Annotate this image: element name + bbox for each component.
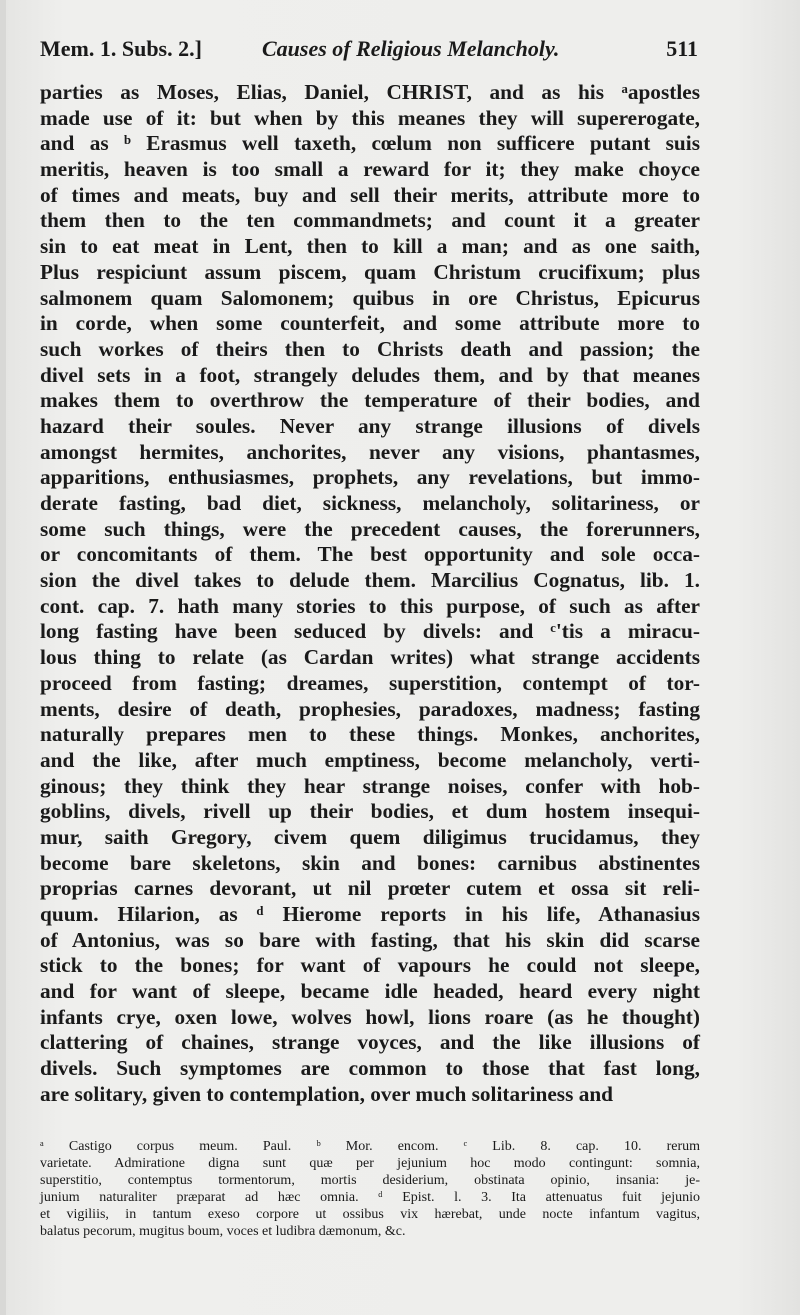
text-line: infants crye, oxen lowe, wolves howl, lions roare (as he thought): [40, 1004, 700, 1029]
text-line: goblins, divels, rivell up their bodies, et dum hostem insequi-: [40, 799, 700, 824]
page-number: 511: [666, 36, 698, 61]
text-line: cont. cap. 7. hath many stories to this purpose, of such as after: [40, 593, 700, 618]
text-line: sin to eat meat in Lent, then to kill a man; and as one saith,: [40, 234, 700, 259]
footnote-line: superstitio, contemptus tormentorum, mortis desiderium, obstinata opinio, insania: je-: [40, 1173, 700, 1188]
page-edge: [0, 0, 6, 1315]
text-line: ginous; they think they hear strange noises, confer with hob-: [40, 773, 700, 798]
running-header: [40, 36, 700, 68]
footnote-line: junium naturaliter præparat ad hæc omnia. ᵈ Epist. l. 3. Ita attenuatus fuit jejunio: [40, 1190, 700, 1205]
text-line: or concomitants of them. The best opportunity and sole occa-: [40, 542, 700, 567]
header-section-ref: Mem. 1. Subs. 2.]: [40, 36, 202, 61]
text-line: in corde, when some counterfeit, and some attribute more to: [40, 311, 700, 336]
text-line: ments, desire of death, prophesies, paradoxes, madness; fasting: [40, 696, 700, 721]
text-line: Plus respiciunt assum piscem, quam Christum crucifixum; plus: [40, 259, 700, 284]
footnote-line: ᵃ Castigo corpus meum. Paul. ᵇ Mor. encom. ᶜ Lib. 8. cap. 10. rerum: [40, 1139, 700, 1154]
text-line: proceed from fasting; dreames, superstition, contempt of tor-: [40, 670, 700, 695]
text-line: makes them to overthrow the temperature of their bodies, and: [40, 388, 700, 413]
text-line: and for want of sleepe, became idle headed, heard every night: [40, 979, 700, 1004]
text-line: meritis, heaven is too small a reward for it; they make choyce: [40, 157, 700, 182]
text-line: apparitions, enthusiasmes, prophets, any revelations, but immo-: [40, 465, 700, 490]
text-line: divel sets in a foot, strangely deludes them, and by that meanes: [40, 362, 700, 387]
text-line: become bare skeletons, skin and bones: carnibus abstinentes: [40, 850, 700, 875]
text-line: such workes of theirs then to Christs death and passion; the: [40, 336, 700, 361]
text-line: proprias carnes devorant, ut nil prœter cutem et ossa sit reli-: [40, 876, 700, 901]
text-line: sion the divel takes to delude them. Marcilius Cognatus, lib. 1.: [40, 568, 700, 593]
footnote-line: balatus pecorum, mugitus boum, voces et ludibra dæmonum, &c.: [40, 1224, 406, 1239]
text-line: derate fasting, bad diet, sickness, melancholy, solitariness, or: [40, 491, 700, 515]
header-title: Causes of Religious Melancholy.: [262, 36, 560, 61]
footnotes: [40, 1138, 700, 1240]
text-line: of times and meats, buy and sell their merits, attribute more to: [40, 182, 700, 207]
text-line: stick to the bones; for want of vapours he could not sleepe,: [40, 953, 700, 978]
text-line: and as ᵇ Erasmus well taxeth, cœlum non sufficere putant suis: [40, 131, 700, 156]
text-line: long fasting have been seduced by divels: and ᶜ'tis a miracu-: [40, 619, 700, 644]
text-line: amongst hermites, anchorites, never any visions, phantasmes,: [40, 439, 700, 464]
text-line: quum. Hilarion, as ᵈ Hierome reports in his life, Athanasius: [40, 902, 700, 926]
text-line: are solitary, given to contemplation, over much solitariness and: [40, 1081, 614, 1106]
footnote-line: et vigiliis, in tantum exeso corpore ut ossibus vix hærebat, unde nocte infantum vagitus,: [40, 1207, 700, 1222]
text-line: naturally prepares men to these things. Monkes, anchorites,: [40, 722, 700, 747]
text-line: parties as Moses, Elias, Daniel, CHRIST, and as his ᵃapostles: [40, 80, 700, 104]
text-line: and the like, after much emptiness, become melancholy, verti-: [40, 747, 700, 772]
text-line: mur, saith Gregory, civem quem diligimus trucidamus, they: [40, 824, 700, 849]
body-text: [40, 80, 700, 1108]
text-line: hazard their soules. Never any strange illusions of divels: [40, 413, 700, 438]
text-line: made use of it: but when by this meanes they will supererogate,: [40, 105, 700, 130]
footnote-line: varietate. Admiratione digna sunt quæ per jejunium hoc modo contingunt: somnia,: [40, 1156, 700, 1171]
text-line: salmonem quam Salomonem; quibus in ore Christus, Epicurus: [40, 285, 700, 310]
text-line: them then to the ten commandmets; and count it a greater: [40, 208, 700, 233]
text-line: divels. Such symptomes are common to those that fast long,: [40, 1056, 700, 1081]
text-line: clattering of chaines, strange voyces, and the like illusions of: [40, 1030, 700, 1055]
text-line: lous thing to relate (as Cardan writes) what strange accidents: [40, 645, 700, 670]
text-line: of Antonius, was so bare with fasting, that his skin did scarse: [40, 927, 700, 952]
text-line: some such things, were the precedent causes, the forerunners,: [40, 516, 700, 541]
